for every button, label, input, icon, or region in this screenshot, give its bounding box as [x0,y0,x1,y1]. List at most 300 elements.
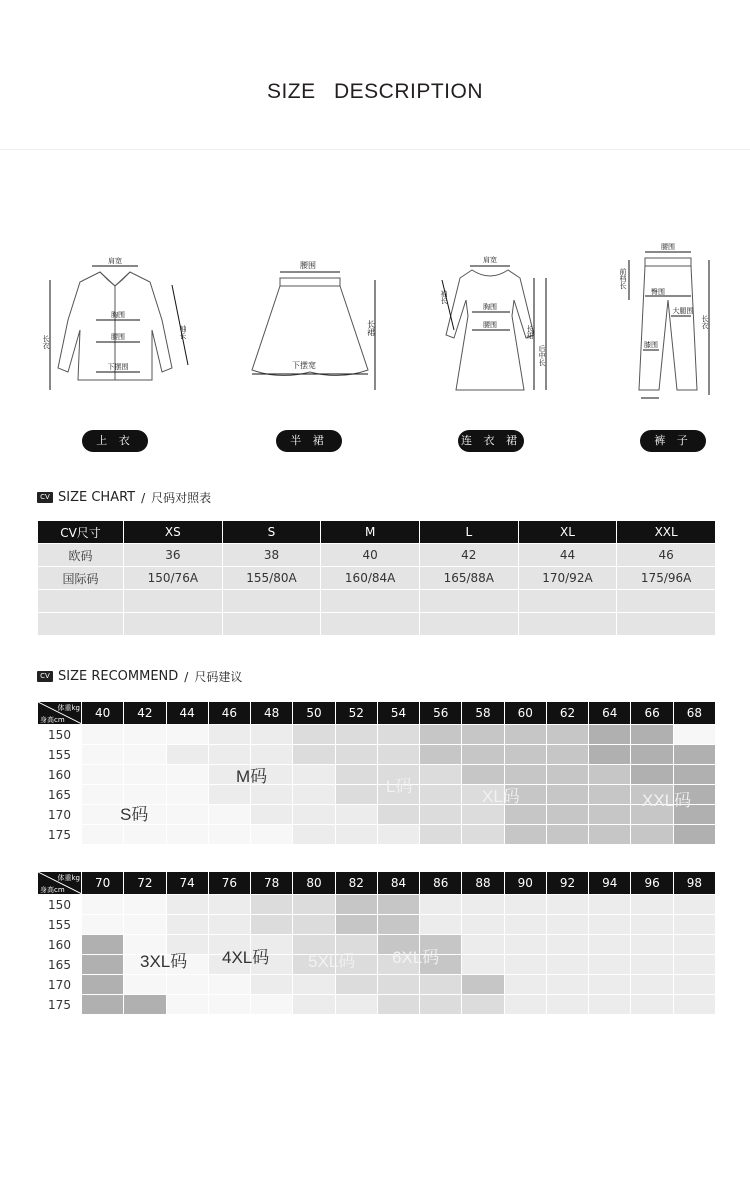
recommend-cell [377,995,419,1015]
pants-icon [615,240,725,410]
recommend-cell [166,995,208,1015]
recommend-cell [208,975,250,995]
recommend-cell [293,805,335,825]
recommend-cell [124,725,166,745]
recommend-cell [335,825,377,845]
recommend-cell [208,995,250,1015]
svg-text:肩宽: 肩宽 [483,256,497,264]
weight-header-cell: 76 [208,872,250,895]
weight-header-cell: 98 [673,872,715,895]
recommend-cell [589,785,631,805]
size-chart-cell: 44 [518,544,617,567]
recommend-cell [462,915,504,935]
recommend-cell [335,805,377,825]
recommend-cell [82,825,124,845]
svg-text:体重kg: 体重kg [57,704,80,712]
svg-text:袖长: 袖长 [440,290,448,304]
size-chart-title: SIZE CHART [58,490,136,505]
recommend-cell [251,785,293,805]
recommend-cell [420,805,462,825]
svg-text:体重kg: 体重kg [57,874,80,882]
shirt-icon [40,240,200,400]
recommend-cell [462,805,504,825]
size-chart-cell [222,590,321,613]
recommend-cell [631,915,673,935]
size-chart-cell: 170/92A [518,567,617,590]
recommend-cell [589,995,631,1015]
recommend-cell [377,895,419,915]
weight-header-cell: 54 [377,702,419,725]
size-chart-header-cell: M [321,521,420,544]
size-label-4xl: 4XL码 [222,948,270,967]
pants-illustration [615,240,725,414]
size-chart-row [38,613,716,636]
size-chart-cell: 国际码 [38,567,124,590]
size-chart-cell [518,613,617,636]
size-chart-cell [321,590,420,613]
skirt-icon [240,240,390,400]
height-cell: 165 [38,785,82,805]
recommend-cell [631,935,673,955]
weight-height-corner [38,872,82,895]
recommend-cell [377,975,419,995]
recommend-cell [208,785,250,805]
recommend-cell [82,785,124,805]
weight-header-cell: 84 [377,872,419,895]
height-row [38,915,716,935]
svg-text:前档长: 前档长 [619,268,627,289]
recommend-cell [546,895,588,915]
recommend-cell [673,765,715,785]
size-recommend-table-2 [37,871,716,1015]
size-chart-cell [518,590,617,613]
weight-header-cell: 82 [335,872,377,895]
recommend-cell [251,825,293,845]
recommend-cell [293,975,335,995]
recommend-cell [293,785,335,805]
size-chart-separator: / [141,490,146,505]
size-chart-header-cell: XXL [617,521,716,544]
size-chart-cell: 40 [321,544,420,567]
svg-text:袖长: 袖长 [179,325,187,339]
weight-height-corner [38,702,82,725]
size-chart-title-zh: 尺码对照表 [151,491,212,505]
height-cell: 150 [38,725,82,745]
recommend-cell [82,745,124,765]
garment-illustrations [0,240,750,460]
size-chart-cell: 36 [124,544,223,567]
garment-label-skirt: 半 裙 [276,430,342,452]
recommend-cell [631,725,673,745]
size-label-6xl: 6XL码 [392,948,440,967]
weight-header-cell: 40 [82,702,124,725]
recommend-cell [673,745,715,765]
recommend-cell [546,785,588,805]
height-row [38,975,716,995]
svg-text:大腿围: 大腿围 [672,307,694,315]
recommend-cell [673,995,715,1015]
svg-text:长衣: 长衣 [701,315,709,329]
weight-header-cell: 50 [293,702,335,725]
recommend-cell [546,935,588,955]
weight-header-cell: 94 [589,872,631,895]
garment-label-pants: 裤 子 [640,430,706,452]
weight-header-cell: 70 [82,872,124,895]
size-chart-header-cell: XS [124,521,223,544]
recommend-cell [462,955,504,975]
weight-header-cell: 58 [462,702,504,725]
weight-header-cell: 90 [504,872,546,895]
recommend-cell [335,725,377,745]
size-label-xl: XL码 [482,787,520,806]
recommend-cell [208,805,250,825]
recommend-cell [124,765,166,785]
height-row [38,995,716,1015]
recommend-cell [673,825,715,845]
recommend-cell [504,935,546,955]
recommend-cell [293,765,335,785]
recommend-cell [293,915,335,935]
recommend-cell [166,725,208,745]
svg-text:腰围: 腰围 [300,261,316,270]
recommend-cell [673,975,715,995]
height-cell: 155 [38,745,82,765]
size-chart-cell: 欧码 [38,544,124,567]
weight-header-cell: 72 [124,872,166,895]
page-title [0,80,750,104]
recommend-cell [377,725,419,745]
recommend-cell [166,825,208,845]
weight-header-cell: 78 [251,872,293,895]
weight-header-cell: 42 [124,702,166,725]
recommend-cell [631,895,673,915]
height-row [38,745,716,765]
recommend-cell [462,725,504,745]
size-chart-cell [38,613,124,636]
size-chart-cell [419,590,518,613]
recommend-cell [546,725,588,745]
dress-illustration [430,240,560,404]
height-cell: 170 [38,975,82,995]
weight-header-cell: 74 [166,872,208,895]
recommend-cell [124,825,166,845]
recommend-cell [335,785,377,805]
recommend-cell [251,805,293,825]
svg-text:肩宽: 肩宽 [108,257,122,265]
weight-header-cell: 68 [673,702,715,725]
recommend-cell [546,745,588,765]
skirt-illustration [240,240,390,404]
recommend-cell [82,805,124,825]
recommend-cell [420,745,462,765]
recommend-cell [631,745,673,765]
weight-header-cell: 64 [589,702,631,725]
size-chart-cell [617,613,716,636]
size-label-xxl: XXL码 [642,791,692,810]
height-cell: 160 [38,765,82,785]
divider [0,149,750,150]
height-row [38,725,716,745]
recommend-cell [335,765,377,785]
weight-header-cell: 66 [631,702,673,725]
recommend-cell [124,915,166,935]
cv-logo: CV [37,492,53,503]
weight-header-cell: 62 [546,702,588,725]
recommend-cell [504,915,546,935]
recommend-cell [335,745,377,765]
recommend-cell [377,915,419,935]
recommend-cell [504,825,546,845]
size-label-s: S码 [120,805,149,824]
recommend-cell [589,935,631,955]
svg-text:膝围: 膝围 [644,341,658,349]
recommend-cell [504,975,546,995]
size-chart-heading [37,489,211,506]
size-chart-cell: 42 [419,544,518,567]
recommend-cell [293,745,335,765]
size-chart-cell [419,613,518,636]
size-chart-cell: 38 [222,544,321,567]
recommend-cell [589,745,631,765]
recommend-cell [82,975,124,995]
size-chart-row [38,567,716,590]
recommend-cell [377,745,419,765]
size-chart-cell [617,590,716,613]
recommend-cell [124,975,166,995]
weight-header-cell: 86 [420,872,462,895]
svg-text:后中长: 后中长 [538,345,546,366]
size-recommend-heading [37,668,242,685]
recommend-cell [462,975,504,995]
recommend-cell [504,725,546,745]
recommend-cell [251,975,293,995]
recommend-cell [251,725,293,745]
recommend-cell [166,805,208,825]
recommend-cell [82,955,124,975]
size-chart-header-cell: CV尺寸 [38,521,124,544]
recommend-cell [335,975,377,995]
size-chart-cell [124,590,223,613]
svg-text:长衣: 长衣 [42,335,50,349]
recommend-cell [420,765,462,785]
title-word-description: DESCRIPTION [334,80,484,103]
size-recommend-title-zh: 尺码建议 [194,670,243,684]
height-row [38,765,716,785]
recommend-cell [420,995,462,1015]
recommend-cell [420,725,462,745]
size-chart-cell [222,613,321,636]
recommend-cell [589,955,631,975]
recommend-cell [673,955,715,975]
svg-text:腰围: 腰围 [661,243,675,251]
recommend-cell [82,895,124,915]
recommend-cell [166,745,208,765]
garment-label-dress: 连 衣 裙 [458,430,524,452]
recommend-cell [208,915,250,935]
recommend-cell [377,825,419,845]
recommend-cell [166,975,208,995]
recommend-cell [293,725,335,745]
weight-header-cell: 88 [462,872,504,895]
weight-header-cell: 52 [335,702,377,725]
size-label-l: L码 [386,777,413,796]
recommend-cell [208,895,250,915]
size-chart-cell [38,590,124,613]
svg-text:身高cm: 身高cm [40,716,65,724]
size-chart-cell: 150/76A [124,567,223,590]
recommend-cell [631,975,673,995]
recommend-cell [420,975,462,995]
recommend-cell [293,895,335,915]
recommend-cell [673,725,715,745]
size-chart-cell: 175/96A [617,567,716,590]
recommend-cell [420,915,462,935]
cv-logo: CV [37,671,53,682]
recommend-cell [504,805,546,825]
recommend-cell [504,995,546,1015]
height-cell: 170 [38,805,82,825]
recommend-cell [462,995,504,1015]
size-chart-cell: 160/84A [321,567,420,590]
recommend-cell [546,915,588,935]
recommend-cell [124,745,166,765]
svg-text:长裙: 长裙 [526,325,534,339]
recommend-cell [631,995,673,1015]
svg-text:下摆围: 下摆围 [107,363,129,371]
recommend-cell [251,915,293,935]
recommend-cell [462,825,504,845]
height-cell: 165 [38,955,82,975]
recommend-cell [504,955,546,975]
svg-text:长裙: 长裙 [366,320,376,336]
recommend-cell [335,895,377,915]
size-chart-header-cell: S [222,521,321,544]
height-cell: 155 [38,915,82,935]
recommend-cell [589,895,631,915]
svg-text:腰围: 腰围 [483,321,497,329]
recommend-cell [251,995,293,1015]
svg-text:腰围: 腰围 [111,333,125,341]
recommend-cell [589,975,631,995]
recommend-cell [420,825,462,845]
recommend-cell [462,745,504,765]
weight-header-cell: 44 [166,702,208,725]
recommend-cell [546,975,588,995]
height-row [38,825,716,845]
recommend-cell [82,935,124,955]
size-recommend-separator: / [184,669,189,684]
size-chart-cell: 165/88A [419,567,518,590]
weight-header-cell: 46 [208,702,250,725]
recommend-cell [82,915,124,935]
size-chart-header-cell: XL [518,521,617,544]
size-chart-cell: 46 [617,544,716,567]
recommend-cell [462,935,504,955]
recommend-cell [631,825,673,845]
recommend-cell [208,725,250,745]
recommend-cell [504,745,546,765]
recommend-cell [124,995,166,1015]
height-cell: 160 [38,935,82,955]
height-cell: 175 [38,995,82,1015]
recommend-cell [166,765,208,785]
recommend-cell [673,935,715,955]
svg-text:下摆宽: 下摆宽 [292,361,316,370]
size-chart-header-cell: L [419,521,518,544]
recommend-cell [377,805,419,825]
svg-text:胸围: 胸围 [483,303,497,311]
recommend-cell [462,895,504,915]
recommend-cell [589,825,631,845]
recommend-cell [631,955,673,975]
recommend-cell [673,915,715,935]
size-chart-row [38,590,716,613]
weight-header-cell: 80 [293,872,335,895]
recommend-cell [504,895,546,915]
recommend-cell [293,995,335,1015]
size-chart-cell [321,613,420,636]
shirt-illustration [40,240,200,404]
recommend-cell [673,895,715,915]
size-label-3xl: 3XL码 [140,952,188,971]
recommend-cell [546,805,588,825]
size-recommend-title: SIZE RECOMMEND [58,669,179,684]
recommend-cell [82,765,124,785]
recommend-cell [335,915,377,935]
garment-label-top: 上 衣 [82,430,148,452]
title-word-size: SIZE [266,80,316,103]
weight-header-cell: 96 [631,872,673,895]
recommend-cell [589,765,631,785]
weight-header-cell: 92 [546,872,588,895]
recommend-cell [82,725,124,745]
recommend-cell [546,825,588,845]
svg-text:身高cm: 身高cm [40,886,65,894]
recommend-cell [631,765,673,785]
size-chart-table [37,520,716,636]
weight-header-cell: 60 [504,702,546,725]
recommend-cell [546,955,588,975]
recommend-cell [293,825,335,845]
height-row [38,895,716,915]
size-chart-row [38,544,716,567]
recommend-cell [166,895,208,915]
recommend-cell [82,995,124,1015]
recommend-cell [124,895,166,915]
dress-icon [430,240,560,400]
size-chart-cell: 155/80A [222,567,321,590]
recommend-cell [546,995,588,1015]
recommend-cell [208,825,250,845]
recommend-cell [420,785,462,805]
recommend-cell [589,915,631,935]
svg-text:胸围: 胸围 [111,311,125,319]
recommend-cell [546,765,588,785]
weight-header-cell: 56 [420,702,462,725]
size-label-m: M码 [236,767,268,786]
recommend-cell [589,805,631,825]
recommend-cell [166,785,208,805]
recommend-cell [335,995,377,1015]
size-label-5xl: 5XL码 [308,952,356,971]
weight-header-cell: 48 [251,702,293,725]
recommend-cell [420,895,462,915]
recommend-cell [251,895,293,915]
recommend-cell [589,725,631,745]
recommend-cell [166,915,208,935]
height-cell: 150 [38,895,82,915]
svg-text:臀围: 臀围 [651,288,665,296]
